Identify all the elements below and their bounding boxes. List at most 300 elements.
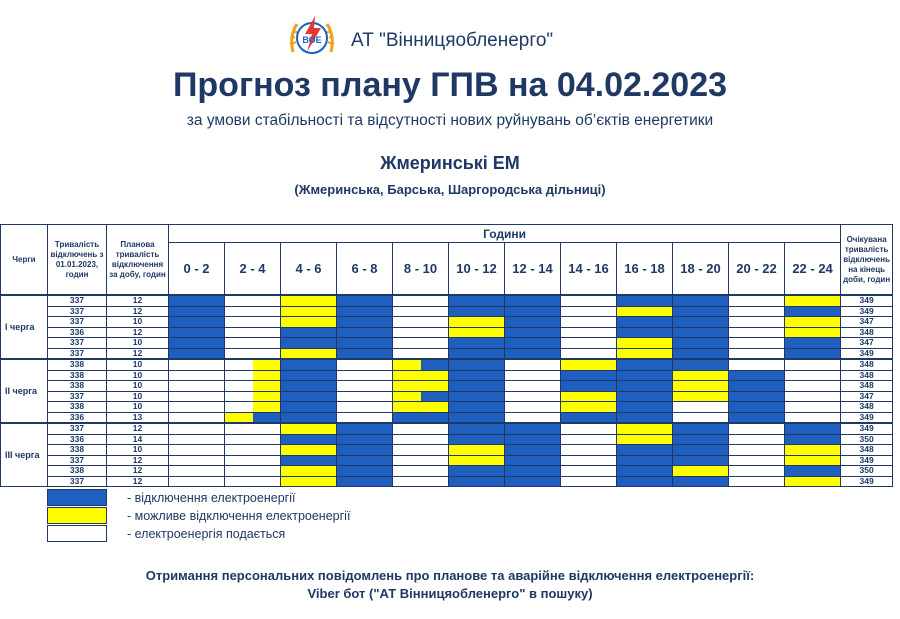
hour-cell	[169, 412, 197, 423]
hour-cell	[701, 391, 729, 402]
hour-cell	[309, 402, 337, 413]
planned-value: 12	[107, 476, 169, 487]
hour-cell	[729, 370, 757, 381]
hour-cell	[533, 423, 561, 434]
hour-cell	[225, 295, 253, 306]
hour-cell	[477, 317, 505, 328]
duration-since-value: 337	[48, 348, 107, 359]
hour-cell	[477, 381, 505, 392]
hour-cell	[561, 445, 589, 456]
hour-cell	[645, 359, 673, 370]
hour-cell	[337, 455, 365, 466]
hour-cell	[673, 370, 701, 381]
hour-cell	[449, 327, 477, 338]
hour-cell	[253, 370, 281, 381]
expected-value: 349	[841, 455, 893, 466]
planned-value: 10	[107, 381, 169, 392]
hour-cell	[309, 338, 337, 349]
duration-since-value: 338	[48, 402, 107, 413]
hour-cell	[533, 381, 561, 392]
hour-cell	[785, 391, 813, 402]
hour-cell	[365, 359, 393, 370]
hour-cell	[533, 412, 561, 423]
hour-cell	[701, 466, 729, 477]
hour-cell	[673, 327, 701, 338]
hour-cell	[477, 476, 505, 487]
hour-cell	[337, 381, 365, 392]
hour-cell	[701, 381, 729, 392]
hour-cell	[673, 412, 701, 423]
hour-cell	[729, 445, 757, 456]
hour-cell	[169, 370, 197, 381]
hour-cell	[477, 370, 505, 381]
hour-cell	[701, 476, 729, 487]
hour-slot-header: 22 - 24	[785, 243, 841, 296]
planned-value: 12	[107, 327, 169, 338]
hour-cell	[505, 434, 533, 445]
hour-cell	[421, 338, 449, 349]
hour-cell	[421, 359, 449, 370]
hour-cell	[673, 455, 701, 466]
hour-cell	[813, 412, 841, 423]
legend-label: - можливе відключення електроенергії	[127, 509, 351, 523]
hour-cell	[309, 327, 337, 338]
hour-cell	[757, 455, 785, 466]
hour-cell	[701, 423, 729, 434]
hour-cell	[673, 391, 701, 402]
schedule-table	[0, 224, 893, 487]
expected-value: 349	[841, 295, 893, 306]
hour-cell	[617, 455, 645, 466]
hour-slot-header: 12 - 14	[505, 243, 561, 296]
hour-cell	[393, 402, 421, 413]
hour-cell	[673, 402, 701, 413]
duration-since-value: 336	[48, 412, 107, 423]
hour-cell	[505, 348, 533, 359]
table-row	[1, 295, 893, 306]
hour-cell	[729, 412, 757, 423]
hour-cell	[785, 402, 813, 413]
expected-value: 350	[841, 466, 893, 477]
hour-cell	[589, 391, 617, 402]
hour-cell	[281, 434, 309, 445]
hour-cell	[757, 359, 785, 370]
planned-value: 12	[107, 348, 169, 359]
hour-cell	[673, 423, 701, 434]
hour-cell	[757, 476, 785, 487]
hour-cell	[281, 466, 309, 477]
hour-cell	[505, 317, 533, 328]
hour-cell	[505, 338, 533, 349]
hour-cell	[785, 348, 813, 359]
hour-cell	[813, 359, 841, 370]
hour-cell	[533, 327, 561, 338]
hour-cell	[281, 391, 309, 402]
hour-cell	[421, 295, 449, 306]
hour-cell	[757, 348, 785, 359]
expected-header: Очікувана тривалість відключень на кінець доби, годин	[841, 225, 893, 296]
legend-item	[47, 525, 467, 542]
hour-slot-header: 16 - 18	[617, 243, 673, 296]
hour-cell	[197, 455, 225, 466]
hour-cell	[421, 445, 449, 456]
hour-cell	[645, 455, 673, 466]
hour-cell	[561, 370, 589, 381]
hour-cell	[225, 348, 253, 359]
hour-cell	[673, 306, 701, 317]
hour-cell	[701, 295, 729, 306]
hour-cell	[589, 317, 617, 328]
expected-value: 348	[841, 359, 893, 370]
hour-cell	[533, 317, 561, 328]
planned-value: 10	[107, 317, 169, 328]
hour-cell	[533, 402, 561, 413]
hour-cell	[589, 306, 617, 317]
hour-cell	[645, 412, 673, 423]
hour-cell	[729, 317, 757, 328]
hour-cell	[785, 359, 813, 370]
hour-cell	[421, 317, 449, 328]
table-row	[1, 434, 893, 445]
hour-cell	[617, 370, 645, 381]
hour-cell	[449, 338, 477, 349]
table-row	[1, 423, 893, 434]
hour-cell	[701, 338, 729, 349]
hour-cell	[813, 295, 841, 306]
hour-cell	[533, 466, 561, 477]
expected-value: 350	[841, 434, 893, 445]
hour-cell	[309, 476, 337, 487]
hour-cell	[169, 317, 197, 328]
hour-cell	[701, 434, 729, 445]
hour-cell	[645, 434, 673, 445]
hour-cell	[561, 348, 589, 359]
queue-label: III черга	[1, 423, 48, 487]
hour-cell	[617, 381, 645, 392]
hour-cell	[813, 402, 841, 413]
hour-cell	[309, 306, 337, 317]
hour-cell	[337, 476, 365, 487]
hour-cell	[645, 317, 673, 328]
hour-cell	[645, 391, 673, 402]
hour-cell	[477, 295, 505, 306]
table-row	[1, 455, 893, 466]
hour-cell	[673, 466, 701, 477]
hour-cell	[813, 338, 841, 349]
planned-value: 12	[107, 295, 169, 306]
hour-cell	[421, 327, 449, 338]
hour-cell	[589, 476, 617, 487]
hour-cell	[253, 306, 281, 317]
hour-cell	[477, 327, 505, 338]
hour-cell	[225, 476, 253, 487]
planned-value: 10	[107, 445, 169, 456]
hour-cell	[225, 412, 253, 423]
hour-cell	[757, 391, 785, 402]
hour-cell	[197, 359, 225, 370]
hour-cell	[701, 402, 729, 413]
hour-cell	[197, 306, 225, 317]
table-row	[1, 402, 893, 413]
hour-cell	[477, 338, 505, 349]
hour-cell	[729, 381, 757, 392]
hour-cell	[589, 359, 617, 370]
hour-cell	[365, 370, 393, 381]
hour-cell	[169, 348, 197, 359]
hour-cell	[477, 455, 505, 466]
legend-item	[47, 507, 467, 524]
hour-cell	[813, 476, 841, 487]
hour-cell	[701, 445, 729, 456]
hour-cell	[365, 317, 393, 328]
hour-slot-header: 14 - 16	[561, 243, 617, 296]
duration-since-value: 337	[48, 391, 107, 402]
hour-cell	[253, 338, 281, 349]
hour-cell	[337, 434, 365, 445]
hour-cell	[253, 359, 281, 370]
hour-cell	[197, 466, 225, 477]
hour-slot-header: 2 - 4	[225, 243, 281, 296]
planned-value: 12	[107, 423, 169, 434]
hour-cell	[281, 327, 309, 338]
hour-cell	[785, 445, 813, 456]
hour-slot-header: 0 - 2	[169, 243, 225, 296]
legend-swatch	[47, 489, 107, 506]
hour-cell	[421, 476, 449, 487]
hour-cell	[393, 327, 421, 338]
hour-slot-header: 8 - 10	[393, 243, 449, 296]
hour-cell	[449, 348, 477, 359]
hour-cell	[449, 423, 477, 434]
hour-cell	[393, 338, 421, 349]
hour-cell	[169, 445, 197, 456]
hour-cell	[645, 381, 673, 392]
hour-cell	[337, 391, 365, 402]
hour-cell	[253, 391, 281, 402]
hour-cell	[169, 338, 197, 349]
hour-cell	[589, 455, 617, 466]
hour-cell	[617, 412, 645, 423]
hour-cell	[169, 476, 197, 487]
hour-cell	[365, 338, 393, 349]
expected-value: 347	[841, 391, 893, 402]
hour-cell	[757, 295, 785, 306]
hour-cell	[449, 466, 477, 477]
hour-cell	[645, 402, 673, 413]
hour-cell	[393, 348, 421, 359]
hour-cell	[365, 327, 393, 338]
hour-cell	[197, 423, 225, 434]
hour-cell	[757, 370, 785, 381]
hour-cell	[169, 327, 197, 338]
hour-cell	[785, 338, 813, 349]
hour-cell	[477, 359, 505, 370]
table-row	[1, 466, 893, 477]
expected-value: 349	[841, 348, 893, 359]
hour-cell	[197, 434, 225, 445]
hour-cell	[421, 391, 449, 402]
duration-since-value: 336	[48, 434, 107, 445]
hour-cell	[589, 412, 617, 423]
hour-cell	[309, 466, 337, 477]
hours-header: Години	[169, 225, 841, 243]
hour-cell	[281, 338, 309, 349]
hour-cell	[757, 445, 785, 456]
hour-cell	[673, 338, 701, 349]
expected-value: 348	[841, 402, 893, 413]
hour-cell	[225, 370, 253, 381]
hour-cell	[533, 476, 561, 487]
hour-cell	[169, 466, 197, 477]
hour-cell	[197, 391, 225, 402]
hour-cell	[757, 423, 785, 434]
hour-cell	[225, 466, 253, 477]
hour-cell	[225, 402, 253, 413]
hour-cell	[365, 466, 393, 477]
hour-cell	[561, 295, 589, 306]
hour-cell	[533, 434, 561, 445]
hour-cell	[449, 295, 477, 306]
duration-since-value: 338	[48, 370, 107, 381]
hour-cell	[421, 434, 449, 445]
hour-cell	[309, 295, 337, 306]
hour-cell	[393, 391, 421, 402]
hour-cell	[701, 370, 729, 381]
hour-cell	[813, 370, 841, 381]
hour-cell	[645, 445, 673, 456]
hour-cell	[589, 423, 617, 434]
hour-cell	[589, 370, 617, 381]
hour-cell	[505, 445, 533, 456]
hour-slot-header: 10 - 12	[449, 243, 505, 296]
hour-cell	[813, 327, 841, 338]
hour-cell	[785, 423, 813, 434]
duration-since-value: 337	[48, 423, 107, 434]
hour-cell	[813, 348, 841, 359]
hour-cell	[449, 412, 477, 423]
hour-cell	[281, 370, 309, 381]
hour-cell	[813, 445, 841, 456]
hour-cell	[785, 370, 813, 381]
table-row	[1, 359, 893, 370]
hour-cell	[169, 423, 197, 434]
hour-cell	[505, 359, 533, 370]
hour-cell	[645, 476, 673, 487]
hour-cell	[561, 306, 589, 317]
hour-cell	[281, 455, 309, 466]
expected-value: 349	[841, 476, 893, 487]
hour-cell	[589, 381, 617, 392]
hour-cell	[421, 455, 449, 466]
hour-cell	[393, 306, 421, 317]
hour-cell	[225, 338, 253, 349]
hour-cell	[729, 348, 757, 359]
hour-cell	[337, 338, 365, 349]
hour-cell	[505, 327, 533, 338]
hour-cell	[197, 370, 225, 381]
hour-cell	[169, 391, 197, 402]
planned-value: 10	[107, 338, 169, 349]
hour-cell	[365, 348, 393, 359]
expected-value: 349	[841, 306, 893, 317]
hour-cell	[365, 455, 393, 466]
hour-cell	[449, 434, 477, 445]
duration-since-header: Тривалість відключень з 01.01.2023, годин	[48, 225, 107, 296]
planned-value: 10	[107, 370, 169, 381]
hour-cell	[561, 434, 589, 445]
hour-cell	[757, 306, 785, 317]
hour-cell	[589, 348, 617, 359]
hour-cell	[729, 327, 757, 338]
hour-cell	[393, 423, 421, 434]
hour-cell	[309, 412, 337, 423]
hour-cell	[281, 476, 309, 487]
hour-cell	[561, 317, 589, 328]
hour-cell	[337, 359, 365, 370]
hour-cell	[393, 434, 421, 445]
hour-cell	[169, 381, 197, 392]
hour-cell	[645, 423, 673, 434]
queue-header: Черги	[1, 225, 48, 296]
hour-cell	[729, 434, 757, 445]
hour-cell	[253, 317, 281, 328]
hour-cell	[225, 455, 253, 466]
hour-cell	[701, 317, 729, 328]
hour-cell	[365, 306, 393, 317]
hour-cell	[197, 327, 225, 338]
hour-cell	[617, 476, 645, 487]
planned-value: 10	[107, 359, 169, 370]
hour-cell	[785, 466, 813, 477]
legend-item	[47, 489, 467, 506]
hour-cell	[729, 338, 757, 349]
hour-cell	[225, 381, 253, 392]
hour-cell	[421, 402, 449, 413]
hour-cell	[533, 359, 561, 370]
hour-cell	[421, 466, 449, 477]
hour-cell	[645, 466, 673, 477]
hour-cell	[393, 466, 421, 477]
hour-cell	[337, 295, 365, 306]
hour-cell	[729, 423, 757, 434]
hour-cell	[729, 476, 757, 487]
hour-cell	[729, 295, 757, 306]
hour-cell	[757, 381, 785, 392]
hour-cell	[309, 348, 337, 359]
legend-swatch	[47, 525, 107, 542]
hour-cell	[393, 317, 421, 328]
hour-cell	[253, 402, 281, 413]
hour-cell	[197, 317, 225, 328]
table-row	[1, 381, 893, 392]
hour-cell	[309, 391, 337, 402]
hour-cell	[281, 445, 309, 456]
hour-cell	[337, 348, 365, 359]
hour-cell	[421, 423, 449, 434]
hour-cell	[617, 348, 645, 359]
hour-cell	[309, 455, 337, 466]
hour-cell	[785, 434, 813, 445]
hour-cell	[421, 348, 449, 359]
planned-value: 10	[107, 391, 169, 402]
hour-cell	[169, 359, 197, 370]
hour-cell	[281, 381, 309, 392]
hour-cell	[477, 402, 505, 413]
expected-value: 348	[841, 445, 893, 456]
hour-cell	[225, 423, 253, 434]
hour-cell	[785, 306, 813, 317]
hour-cell	[589, 445, 617, 456]
